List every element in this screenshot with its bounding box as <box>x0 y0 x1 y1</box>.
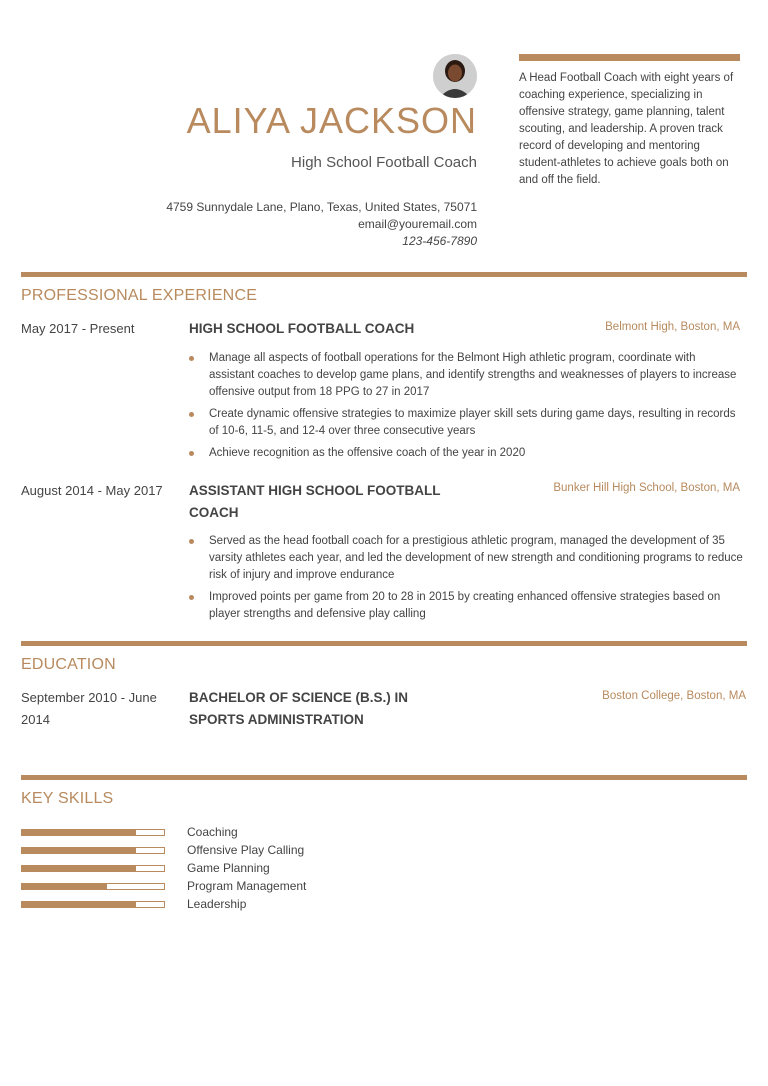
degree-title: BACHELOR OF SCIENCE (B.S.) IN SPORTS ADMINISTRATION <box>189 690 409 727</box>
bullet-text: Manage all aspects of football operations for the Belmont High athletic program, coordinate with assistant coaches to develop game plans, and identify strengths and weaknesses of players to increase offensive output from 18 PPG to 27 in 2017 <box>209 352 737 398</box>
section-title-skills: KEY SKILLS <box>21 790 114 807</box>
education-date: September 2010 - June 2014 <box>21 690 157 727</box>
skill-label: Leadership <box>187 897 247 911</box>
section-divider <box>21 775 747 780</box>
job-location: Belmont High, Boston, MA <box>605 321 740 333</box>
bullet-icon <box>189 539 194 544</box>
skill-level-fill <box>22 830 136 835</box>
job-date: May 2017 - Present <box>21 321 135 336</box>
bullet-item <box>189 406 744 440</box>
bullet-item <box>189 350 744 401</box>
job-title: ASSISTANT HIGH SCHOOL FOOTBALL COACH <box>189 483 441 520</box>
contact-email[interactable]: email@youremail.com <box>358 217 477 231</box>
section-title-education: EDUCATION <box>21 656 116 673</box>
bullet-icon <box>189 356 194 361</box>
bullet-item <box>189 533 744 584</box>
profile-summary: A Head Football Coach with eight years of coaching experience, specializing in offensive strategy, game planning, talent scouting, and leadership. A proven track record of developing and mentoring student-athletes to achieve goals both on and off the field. <box>519 72 734 186</box>
education-location: Boston College, Boston, MA <box>602 690 746 702</box>
job-bullets <box>189 533 744 628</box>
skill-level-bar <box>21 865 165 872</box>
skill-row <box>21 896 321 914</box>
skill-row <box>21 842 321 860</box>
summary-accent-bar <box>519 54 740 61</box>
skill-label: Program Management <box>187 879 307 893</box>
section-title-experience: PROFESSIONAL EXPERIENCE <box>21 287 258 304</box>
skill-label: Game Planning <box>187 861 270 875</box>
bullet-icon <box>189 412 194 417</box>
job-title: HIGH SCHOOL FOOTBALL COACH <box>189 321 415 336</box>
bullet-item <box>189 445 744 462</box>
skill-label: Offensive Play Calling <box>187 843 305 857</box>
bullet-text: Create dynamic offensive strategies to maximize player skill sets during game days, resulting in records of 10-6, 11-5, and 12-4 over three consecutive years <box>209 408 736 437</box>
bullet-text: Improved points per game from 20 to 28 in 2015 by creating enhanced offensive strategies based on player strengths and defensive play calling <box>209 591 721 620</box>
skill-level-fill <box>22 848 136 853</box>
bullet-text: Achieve recognition as the offensive coach of the year in 2020 <box>209 447 526 459</box>
skill-row <box>21 860 321 878</box>
skill-level-bar <box>21 901 165 908</box>
job-bullets <box>189 350 744 467</box>
contact-phone[interactable]: 123-456-7890 <box>402 234 477 248</box>
candidate-name: ALIYA JACKSON <box>186 100 477 141</box>
profile-photo <box>433 54 477 98</box>
section-divider <box>21 272 747 277</box>
skill-row <box>21 824 321 842</box>
skill-level-fill <box>22 866 136 871</box>
job-location: Bunker Hill High School, Boston, MA <box>553 482 740 494</box>
avatar-icon <box>433 54 477 98</box>
bullet-text: Served as the head football coach for a prestigious athletic program, managed the development of 35 varsity athletes each year, and led the development of new strength and conditioning programs to reduce risk of injury and improve endurance <box>209 535 743 581</box>
skill-level-bar <box>21 829 165 836</box>
job-date: August 2014 - May 2017 <box>21 483 163 498</box>
skill-label: Coaching <box>187 825 238 839</box>
job-headline: High School Football Coach <box>291 154 477 171</box>
skill-level-fill <box>22 884 107 889</box>
bullet-icon <box>189 595 194 600</box>
bullet-icon <box>189 451 194 456</box>
skill-level-bar <box>21 847 165 854</box>
section-divider <box>21 641 747 646</box>
skill-level-fill <box>22 902 136 907</box>
bullet-item <box>189 589 744 623</box>
skill-row <box>21 878 321 896</box>
skill-level-bar <box>21 883 165 890</box>
contact-address: 4759 Sunnydale Lane, Plano, Texas, United States, 75071 <box>166 200 477 214</box>
